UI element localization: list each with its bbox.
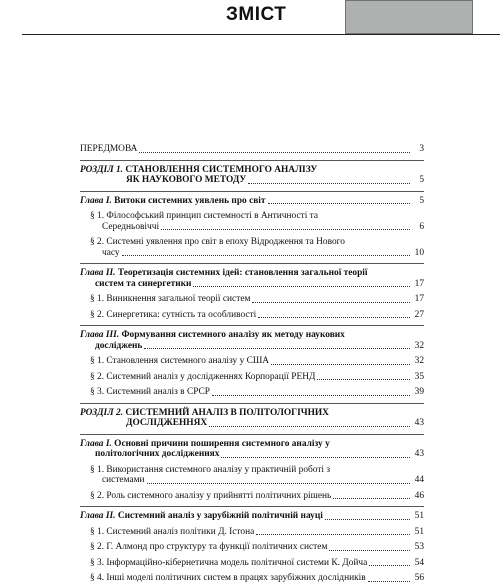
header-decor-box <box>345 0 473 34</box>
toc-page-number: 53 <box>414 542 424 552</box>
toc-title: § 1. Використання системного аналізу у практичній роботі з <box>90 464 331 475</box>
toc-entry-section <box>80 558 424 569</box>
toc-title: § 1. Системний аналіз політики Д. Істона <box>90 526 255 537</box>
dot-leader <box>221 456 410 458</box>
toc-entry-chapter <box>80 325 424 351</box>
toc-title-cont: системами <box>102 475 145 485</box>
toc-label: Глава II. <box>80 511 116 521</box>
dot-leader <box>139 151 410 153</box>
toc-title-cont: ЯК НАУКОВОГО МЕТОДУ <box>126 175 247 185</box>
toc-title: § 3. Інформаційно-кібернетична модель політичної системи К. Дойча <box>90 557 368 568</box>
dot-leader <box>147 482 410 484</box>
toc-page-number: 51 <box>414 526 424 537</box>
dot-leader <box>209 425 410 427</box>
toc-entry-part <box>80 403 424 429</box>
toc-page-number: 46 <box>414 490 424 501</box>
toc-title: Формування системного аналізу як методу наукових <box>121 330 345 340</box>
toc-title-cont: систем та синергетики <box>95 278 192 289</box>
dot-leader <box>258 316 410 318</box>
toc-title: СТАНОВЛЕННЯ СИСТЕМНОГО АНАЛІЗУ <box>125 164 318 175</box>
toc-title: § 2. Г. Алмонд про структуру та функції політичних систем <box>90 542 328 552</box>
dot-leader <box>333 497 410 499</box>
toc-label: Глава І. <box>80 195 112 206</box>
toc-label: Глава І. <box>80 438 112 449</box>
toc-label: Глава III. <box>80 330 120 340</box>
toc-title: СИСТЕМНИЙ АНАЛІЗ В ПОЛІТОЛОГІЧНИХ <box>125 407 329 418</box>
dot-leader <box>369 564 410 566</box>
toc-page-number: 6 <box>419 221 424 232</box>
toc-title: ПЕРЕДМОВА <box>80 144 138 154</box>
toc-page-number: 17 <box>414 294 424 304</box>
toc-title: Системний аналіз у зарубіжній політичній науці <box>117 511 323 521</box>
toc-entry-part <box>80 160 424 186</box>
dot-leader <box>271 363 410 365</box>
toc-page-number: 43 <box>414 418 424 428</box>
toc-page-number: 17 <box>414 278 424 289</box>
toc-page-number: 27 <box>414 309 424 320</box>
dot-leader <box>161 228 410 230</box>
toc-title: § 3. Системний аналіз в СРСР <box>90 387 210 397</box>
dot-leader <box>325 518 410 520</box>
toc-page-number: 56 <box>414 573 424 583</box>
toc-page-number: 5 <box>419 175 424 185</box>
toc-title-cont: ДОСЛІДЖЕННЯХ <box>126 418 208 428</box>
toc-entry-section <box>80 465 424 486</box>
header-rule <box>22 34 500 35</box>
toc-title-cont: часу <box>102 247 120 258</box>
toc-entry-chapter <box>80 191 424 207</box>
toc-entry-section <box>80 491 424 502</box>
toc-title: § 1. Філософський принцип системності в Античності та <box>90 211 319 221</box>
toc-page-number: 43 <box>414 449 424 459</box>
dot-leader <box>268 202 410 204</box>
toc-title-cont: політологічних дослідженнях <box>95 449 220 459</box>
toc-title: Теоретизація системних ідей: становлення загальної теорії <box>117 268 368 278</box>
dot-leader <box>329 549 410 551</box>
toc-entry-section <box>80 387 424 398</box>
dot-leader <box>212 394 410 396</box>
toc-title: § 2. Системний аналіз у дослідженнях Корпорації РЕНД <box>90 371 316 382</box>
toc-entry-section <box>80 237 424 258</box>
dot-leader <box>317 378 410 380</box>
dot-leader <box>193 285 410 287</box>
toc-entry-chapter <box>80 263 424 289</box>
toc-entry-section <box>80 542 424 553</box>
toc-title: § 2. Системні уявлення про світ в епоху Відродження та Нового <box>90 237 345 247</box>
dot-leader <box>256 533 410 535</box>
toc-title-cont: Середньовіччі <box>102 221 160 232</box>
toc-title: Основні причини поширення системного аналізу у <box>114 438 330 449</box>
toc-page-number: 32 <box>414 356 424 366</box>
toc-page-number: 3 <box>419 144 424 154</box>
toc-page-number: 5 <box>419 195 424 206</box>
toc-label: РОЗДІЛ 1. <box>80 164 124 175</box>
toc-title: § 4. Інші моделі політичних систем в працях зарубіжних дослідників <box>90 573 366 583</box>
toc-entry-section <box>80 527 424 538</box>
toc-page-number: 35 <box>414 371 424 382</box>
toc-entry-chapter <box>80 506 424 522</box>
table-of-contents <box>80 144 424 584</box>
toc-entry-section <box>80 356 424 367</box>
toc-title: Витоки системних уявлень про світ <box>114 195 266 206</box>
toc-entry-section <box>80 372 424 383</box>
toc-title-cont: досліджень <box>95 340 143 351</box>
toc-entry-section <box>80 573 424 584</box>
toc-entry-section <box>80 294 424 305</box>
dot-leader <box>144 347 410 349</box>
toc-label: РОЗДІЛ 2. <box>80 407 124 418</box>
toc-page-number: 54 <box>414 557 424 568</box>
toc-label: Глава II. <box>80 268 116 278</box>
toc-entry-chapter <box>80 434 424 460</box>
toc-entry-section <box>80 310 424 321</box>
toc-entry-section <box>80 211 424 232</box>
dot-leader <box>252 301 410 303</box>
toc-page-number: 51 <box>414 511 424 521</box>
toc-title: § 2. Синергетика: сутність та особливості <box>90 309 257 320</box>
toc-title: § 1. Виникнення загальної теорії систем <box>90 294 251 304</box>
toc-page-number: 32 <box>414 340 424 351</box>
dot-leader <box>368 580 410 582</box>
toc-page-number: 39 <box>414 387 424 397</box>
dot-leader <box>248 182 410 184</box>
toc-entry-plain <box>80 144 424 155</box>
toc-title: § 1. Становлення системного аналізу у США <box>90 356 270 366</box>
dot-leader <box>122 254 410 256</box>
page-title: ЗМІСТ <box>226 4 287 25</box>
toc-title: § 2. Роль системного аналізу у прийнятті політичних рішень <box>90 490 332 501</box>
toc-page-number: 10 <box>414 247 424 258</box>
toc-page-number: 44 <box>414 475 424 485</box>
